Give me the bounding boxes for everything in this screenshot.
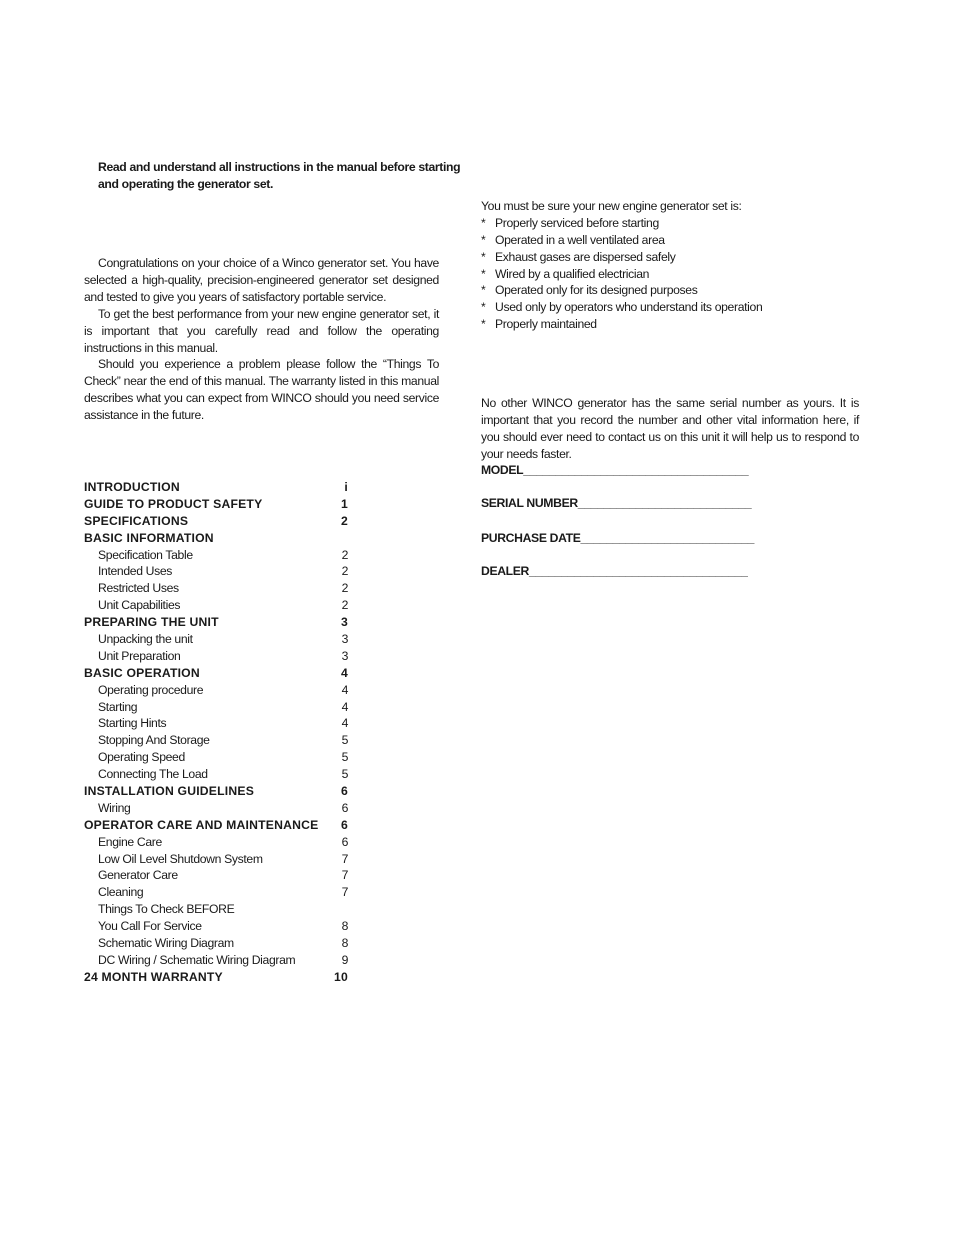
toc-entry-page: 7 [341, 885, 348, 900]
bullet-marker: * [481, 300, 486, 315]
toc-entry-title: Generator Care [98, 868, 178, 883]
warning-line: Read and understand all instructions in the manual before starting [98, 160, 461, 174]
introduction-section [84, 255, 439, 424]
checklist-item [481, 232, 861, 249]
safety-checklist [481, 198, 861, 333]
toc-entry-title: BASIC INFORMATION [84, 530, 214, 545]
checklist-item-text: Exhaust gases are dispersed safely [495, 249, 676, 264]
model-field[interactable]: MODEL___________________________________ [481, 463, 749, 477]
toc-entry-title: Connecting The Load [98, 767, 208, 782]
toc-entry-title: BASIC OPERATION [84, 665, 200, 680]
toc-entry-page: 6 [341, 784, 348, 799]
toc-entry-title: Unpacking the unit [98, 632, 193, 647]
checklist-item [481, 249, 861, 266]
toc-entry-page: 4 [341, 665, 348, 680]
toc-entry[interactable] [84, 496, 354, 513]
checklist-item [481, 299, 861, 316]
toc-entry-title: Things To Check BEFORE [98, 902, 235, 917]
toc-entry[interactable] [84, 918, 354, 935]
checklist-item-text: Operated only for its designed purposes [495, 283, 698, 298]
toc-entry[interactable] [84, 699, 354, 716]
checklist-item-text: Wired by a qualified electrician [495, 266, 650, 281]
bullet-marker: * [481, 283, 486, 298]
toc-entry[interactable] [84, 800, 354, 817]
toc-entry[interactable] [84, 631, 354, 648]
warning-line: and operating the generator set. [98, 176, 274, 191]
toc-entry-page: 5 [341, 767, 348, 782]
toc-entry-page: i [344, 480, 348, 494]
toc-entry-title: Cleaning [98, 885, 144, 900]
intro-paragraph: Should you experience a problem please follow the “Things To Check” near the end of this manual. The warranty listed in this manual describes what you can expect from WINCO should you need service assistance in the future. [84, 357, 439, 423]
checklist-item-text: Operated in a well ventilated area [495, 232, 665, 247]
toc-entry-title: Restricted Uses [98, 581, 179, 596]
toc-entry-title: DC Wiring / Schematic Wiring Diagram [98, 952, 296, 967]
checklist-item [481, 282, 861, 299]
toc-entry-title: PREPARING THE UNIT [84, 615, 219, 630]
bullet-marker: * [481, 232, 486, 247]
toc-entry-title: Starting [98, 699, 138, 714]
toc-entry-title: OPERATOR CARE AND MAINTENANCE [84, 817, 319, 832]
serial-info-text: No other WINCO generator has the same serial number as yours. It is important that you record the number and other vital information here, if you should ever need to contact us on this unit it will help us to respond to your needs faster. [481, 396, 859, 461]
toc-entry[interactable] [84, 817, 354, 834]
toc-entry-page: 2 [341, 547, 348, 562]
toc-entry[interactable] [84, 834, 354, 851]
toc-entry-page: 2 [341, 564, 348, 579]
toc-entry-title: Wiring [98, 800, 131, 815]
toc-entry-page: 3 [341, 632, 348, 647]
toc-entry[interactable] [84, 597, 354, 614]
toc-entry-title: GUIDE TO PRODUCT SAFETY [84, 496, 263, 511]
toc-entry[interactable] [84, 851, 354, 868]
toc-entry[interactable] [84, 530, 354, 547]
toc-entry[interactable] [84, 682, 354, 699]
toc-entry-title: You Call For Service [98, 919, 202, 934]
intro-paragraph: Congratulations on your choice of a Winco generator set. You have selected a high-quality, precision-engineered generator set designed and tested to give you years of satisfactory portable service. [84, 256, 439, 304]
toc-entry[interactable] [84, 479, 354, 496]
toc-entry[interactable] [84, 969, 354, 986]
toc-entry-page: 7 [341, 868, 348, 883]
checklist-item-text: Properly maintained [495, 317, 597, 332]
toc-entry-page: 5 [341, 750, 348, 765]
toc-entry-page: 7 [341, 851, 348, 866]
checklist-item [481, 215, 861, 232]
serial-number-info [481, 395, 859, 463]
toc-entry-page: 2 [341, 513, 348, 528]
intro-paragraph: To get the best performance from your new engine generator set, it is important that you carefully read and follow the operating instructions in this manual. [84, 306, 439, 355]
toc-entry[interactable] [84, 783, 354, 800]
toc-entry-page: 9 [341, 952, 348, 967]
toc-entry-title: Starting Hints [98, 716, 167, 731]
checklist-item [481, 316, 861, 333]
checklist-item-text: Used only by operators who understand its operation [495, 300, 763, 315]
toc-entry-page: 10 [334, 969, 348, 984]
purchase-date-field[interactable]: PURCHASE DATE___________________________ [481, 531, 755, 545]
toc-entry[interactable] [84, 766, 354, 783]
bullet-marker: * [481, 215, 486, 230]
toc-entry-title: Engine Care [98, 834, 162, 849]
toc-entry-title: Specification Table [98, 547, 193, 562]
bullet-marker: * [481, 266, 486, 281]
toc-entry[interactable] [84, 749, 354, 766]
toc-entry[interactable] [84, 732, 354, 749]
toc-entry-page: 2 [341, 598, 348, 613]
warning-note [98, 159, 461, 193]
toc-entry-title: SPECIFICATIONS [84, 513, 189, 528]
checklist-item [481, 266, 861, 283]
checklist-intro: You must be sure your new engine generator set is: [481, 199, 742, 213]
toc-entry[interactable] [84, 648, 354, 665]
toc-entry[interactable] [84, 580, 354, 597]
toc-entry-title: Operating Speed [98, 750, 185, 765]
dealer-field[interactable]: DEALER__________________________________ [481, 564, 748, 578]
toc-entry[interactable] [84, 513, 354, 530]
toc-entry-title: 24 MONTH WARRANTY [84, 969, 223, 984]
toc-entry-page: 6 [341, 817, 348, 832]
toc-entry[interactable] [84, 614, 354, 631]
toc-entry[interactable] [84, 715, 354, 732]
bullet-marker: * [481, 249, 486, 264]
toc-entry-title: INSTALLATION GUIDELINES [84, 784, 255, 799]
toc-entry[interactable] [84, 665, 354, 682]
toc-entry[interactable] [84, 547, 354, 564]
toc-entry-page: 4 [341, 699, 348, 714]
serial-number-field[interactable]: SERIAL NUMBER___________________________ [481, 496, 752, 510]
toc-entry-title: Unit Capabilities [98, 598, 181, 613]
toc-entry-title: Unit Preparation [98, 648, 181, 663]
toc-entry-page: 8 [341, 936, 348, 951]
toc-entry[interactable] [84, 952, 354, 969]
toc-entry-title: Operating procedure [98, 682, 204, 697]
toc-entry-page: 1 [341, 496, 348, 511]
toc-entry[interactable] [84, 935, 354, 952]
toc-entry-title: Stopping And Storage [98, 733, 210, 748]
toc-entry-page: 4 [341, 682, 348, 697]
toc-entry-page: 8 [341, 919, 348, 934]
toc-entry-page: 4 [341, 716, 348, 731]
checklist-items [481, 215, 861, 333]
toc-entry-title: Low Oil Level Shutdown System [98, 851, 263, 866]
toc-entry-page: 5 [341, 733, 348, 748]
toc-entry[interactable] [84, 901, 354, 918]
toc-entry-page: 6 [341, 834, 348, 849]
checklist-item-text: Properly serviced before starting [495, 215, 659, 230]
toc-entry-title: Schematic Wiring Diagram [98, 936, 234, 951]
toc-entry[interactable] [84, 563, 354, 580]
toc-entry-title: INTRODUCTION [84, 480, 180, 494]
toc-entry-page: 3 [341, 648, 348, 663]
toc-entry-page: 3 [341, 615, 348, 630]
toc-entry[interactable] [84, 884, 354, 901]
bullet-marker: * [481, 317, 486, 332]
toc-entry-page: 2 [341, 581, 348, 596]
toc-entry-page: 6 [341, 800, 348, 815]
toc-entry[interactable] [84, 867, 354, 884]
table-of-contents [84, 479, 354, 986]
toc-entry-title: Intended Uses [98, 564, 173, 579]
